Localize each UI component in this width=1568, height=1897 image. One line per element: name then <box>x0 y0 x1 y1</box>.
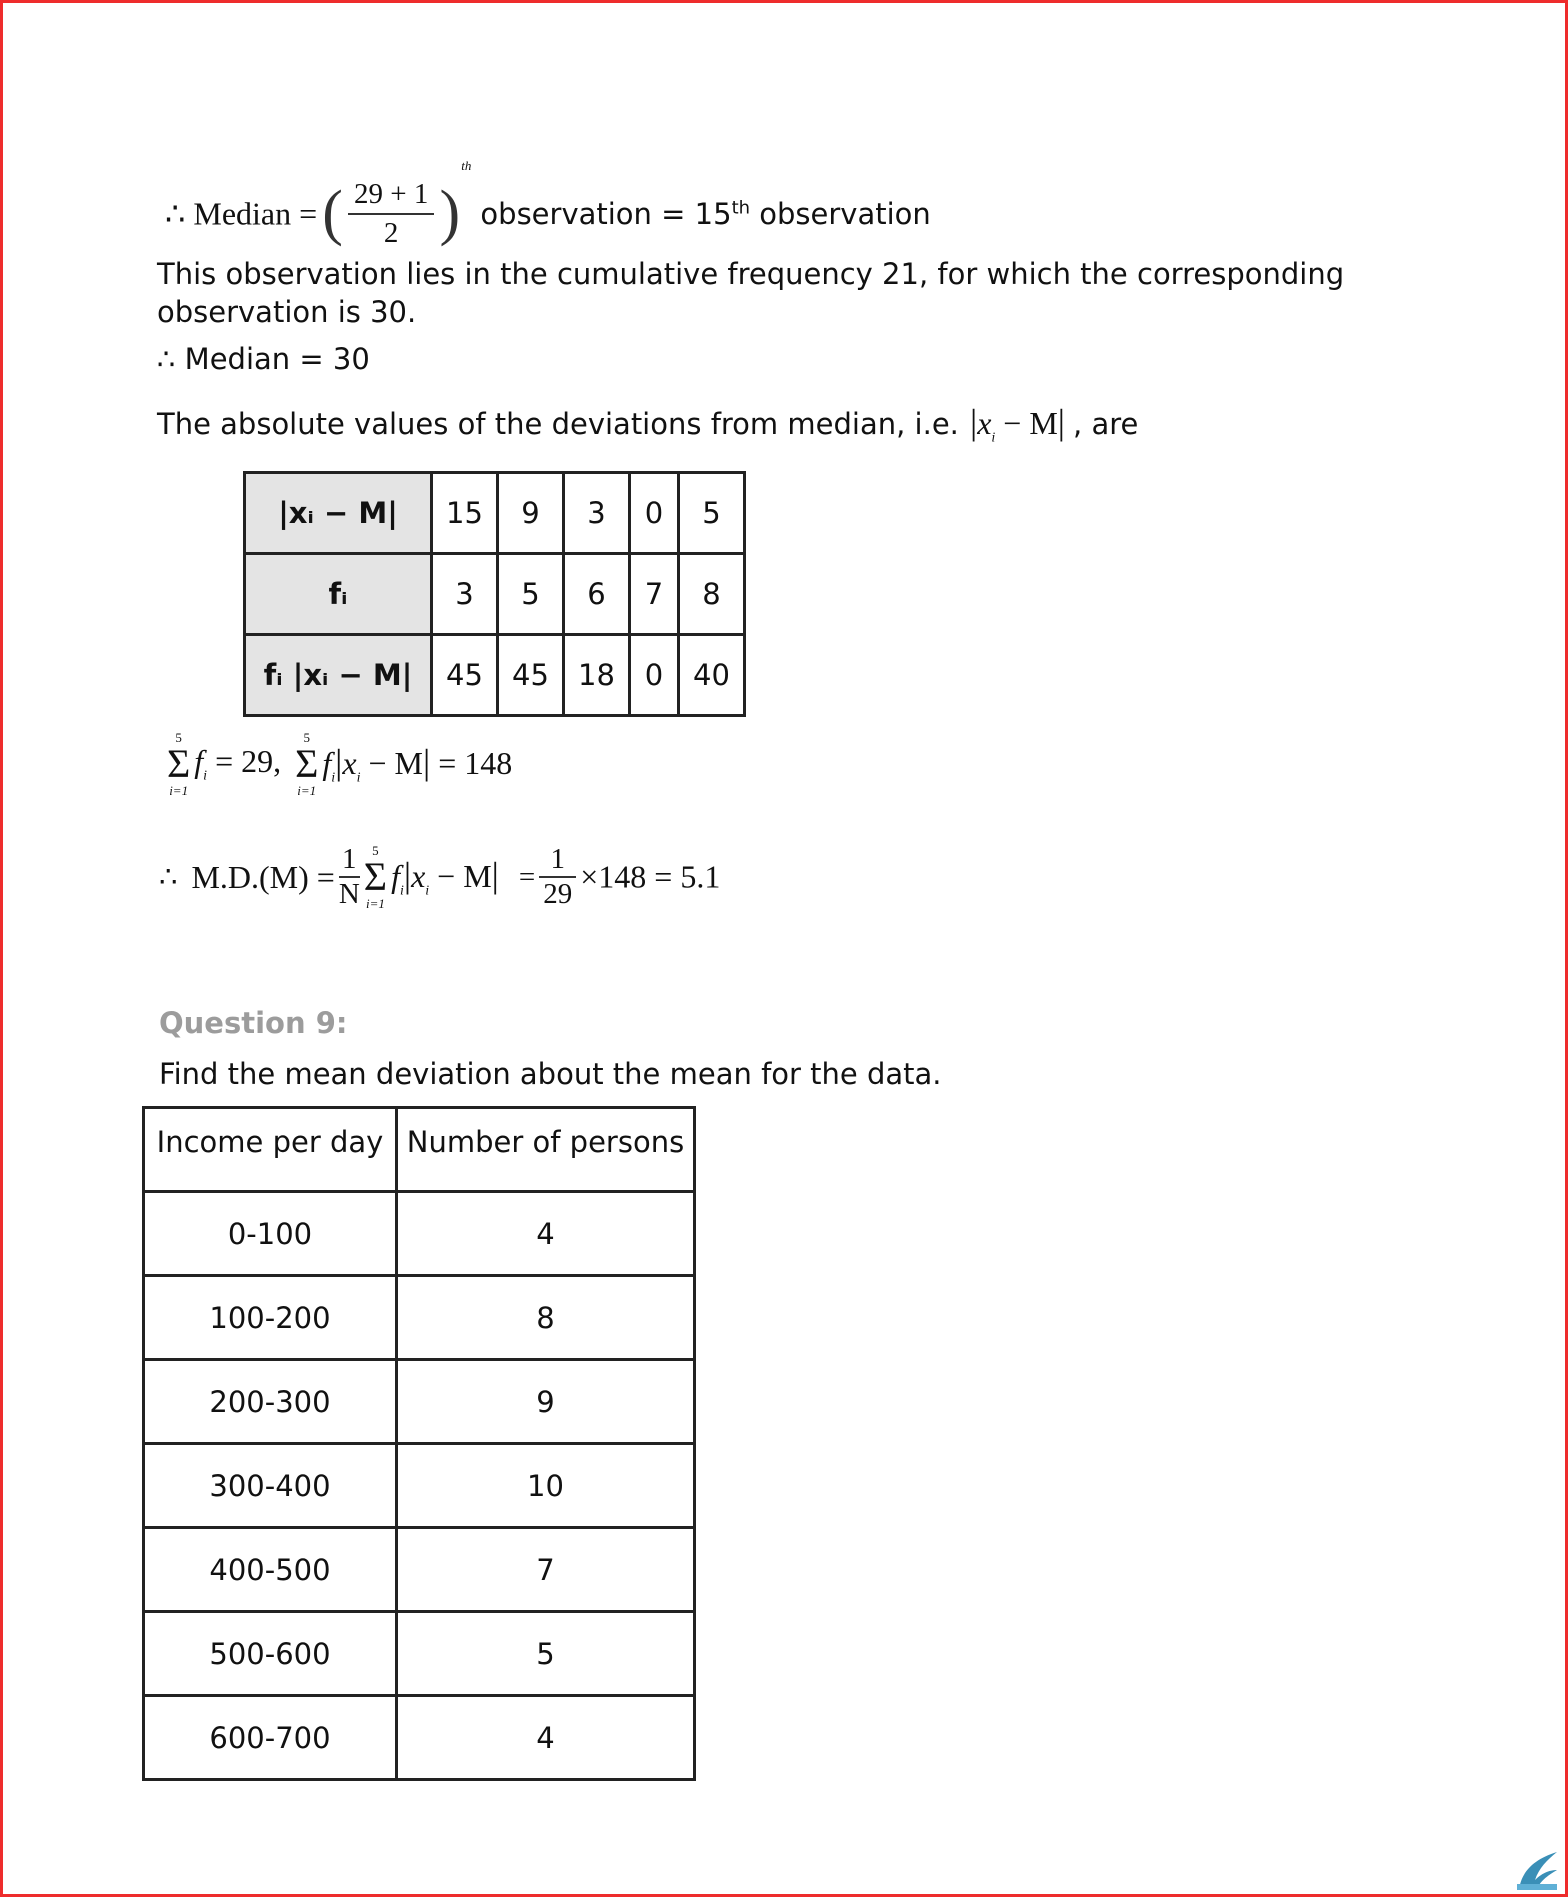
income-header-cell: Income per day <box>144 1108 397 1192</box>
sum-1-term: $f_i = 29$, <box>194 743 282 784</box>
value-cell: 15 <box>432 473 498 554</box>
value-cell: 40 <box>679 635 745 716</box>
paragraph-line-1: This observation lies in the cumulative frequency 21, for which the corresponding <box>157 257 1345 291</box>
deviation-row <box>245 473 745 554</box>
persons-count-cell: 9 <box>397 1360 695 1444</box>
sigma-2 <box>295 731 318 797</box>
persons-count-cell: 4 <box>397 1192 695 1276</box>
median-tail-end: observation <box>750 196 931 231</box>
sum-2-body: = 148 <box>438 745 513 782</box>
question-text: Find the mean deviation about the mean for the data. <box>159 1057 942 1091</box>
abs-value-expression: $|x_i - M|$ <box>969 402 1066 446</box>
md-formula <box>159 843 720 933</box>
sigma-1 <box>167 731 190 797</box>
value-cell: 9 <box>498 473 564 554</box>
median-fraction-numerator: 29 + 1 <box>354 177 429 210</box>
paragraph-line-2: observation is 30. <box>157 295 417 329</box>
income-table-row <box>144 1696 695 1780</box>
income-table-row <box>144 1276 695 1360</box>
income-range-cell: 0-100 <box>144 1192 397 1276</box>
right-paren: ) <box>439 179 461 247</box>
row-header-cell: fᵢ <box>245 554 432 635</box>
abs-value-subscript: i <box>991 430 996 446</box>
md-fraction-2 <box>539 843 576 911</box>
md-therefore: ∴ <box>159 861 178 894</box>
value-cell: 5 <box>679 473 745 554</box>
sigma-2-lower: i=1 <box>297 783 317 798</box>
value-cell: 0 <box>630 473 679 554</box>
median-result: ∴ Median = 30 <box>157 342 370 376</box>
income-range-cell: 100-200 <box>144 1276 397 1360</box>
sigma-icon: Σ <box>167 741 191 786</box>
median-formula <box>165 158 931 254</box>
md-fraction-1-num: 1 <box>342 843 357 875</box>
income-range-cell: 300-400 <box>144 1444 397 1528</box>
persons-count-cell: 10 <box>397 1444 695 1528</box>
md-sigma <box>364 844 387 910</box>
value-cell: 0 <box>630 635 679 716</box>
deviation-intro <box>157 401 1138 446</box>
persons-count-cell: 7 <box>397 1528 695 1612</box>
abs-value-variable: x <box>977 405 992 441</box>
publisher-logo-icon <box>1513 1846 1559 1892</box>
median-fraction <box>348 178 434 250</box>
value-cell: 45 <box>432 635 498 716</box>
value-cell: 6 <box>564 554 630 635</box>
value-cell: 7 <box>630 554 679 635</box>
md-fraction-1-den: N <box>338 878 360 910</box>
question-heading: Question 9: <box>159 1006 348 1040</box>
persons-count-cell: 8 <box>397 1276 695 1360</box>
persons-header-cell: Number of persons <box>397 1108 695 1192</box>
income-table-row <box>144 1528 695 1612</box>
sigma-1-lower: i=1 <box>169 783 189 798</box>
value-cell: 8 <box>679 554 745 635</box>
income-range-cell: 500-600 <box>144 1612 397 1696</box>
value-cell: 3 <box>564 473 630 554</box>
product-row <box>245 635 745 716</box>
persons-count-cell: 5 <box>397 1612 695 1696</box>
income-range-cell: 600-700 <box>144 1696 397 1780</box>
median-tail-text: observation = 15 <box>480 196 732 231</box>
summation-line <box>167 731 512 817</box>
md-equals: = <box>518 860 536 893</box>
left-paren: ( <box>322 179 343 247</box>
deviation-intro-suffix: , are <box>1073 407 1139 441</box>
deviation-intro-text: The absolute values of the deviations from median, i.e. <box>157 407 959 441</box>
sigma-2-upper: 5 <box>303 730 310 745</box>
md-fraction-2-num: 1 <box>550 843 565 875</box>
sigma-icon: Σ <box>295 741 319 786</box>
median-tail-sup: th <box>731 196 751 218</box>
value-cell: 45 <box>498 635 564 716</box>
value-cell: 3 <box>432 554 498 635</box>
sum-1-body: = 29, <box>215 743 282 780</box>
value-cell: 5 <box>498 554 564 635</box>
deviation-table <box>243 471 746 717</box>
median-superscript: th <box>461 158 472 173</box>
income-range-cell: 400-500 <box>144 1528 397 1612</box>
md-fraction-1 <box>339 843 360 911</box>
persons-count-cell: 4 <box>397 1696 695 1780</box>
abs-value-rest: − M <box>995 405 1058 441</box>
income-table-row <box>144 1360 695 1444</box>
income-table <box>142 1106 696 1781</box>
income-table-header-row <box>144 1108 695 1192</box>
median-formula-tail <box>480 197 930 231</box>
md-sum-term: $f_i|x_i - M|$ <box>391 855 499 899</box>
md-lhs: M.D.(M) = <box>191 858 335 895</box>
income-range-cell: 200-300 <box>144 1360 397 1444</box>
income-table-row <box>144 1444 695 1528</box>
median-fraction-denominator: 2 <box>348 213 434 250</box>
income-table-row <box>144 1192 695 1276</box>
sum-2-term: $f_i|x_i - M| = 148$ <box>322 742 513 786</box>
md-fraction-2-den: 29 <box>539 876 576 911</box>
row-header-cell: |xᵢ − M| <box>245 473 432 554</box>
value-cell: 18 <box>564 635 630 716</box>
income-table-row <box>144 1612 695 1696</box>
row-header-cell: fᵢ |xᵢ − M| <box>245 635 432 716</box>
md-sigma-upper: 5 <box>372 843 379 858</box>
md-tail: ×148 = 5.1 <box>580 858 721 895</box>
frequency-row <box>245 554 745 635</box>
median-formula-prefix: ∴ Median = <box>165 195 318 232</box>
sigma-icon: Σ <box>363 854 388 899</box>
md-sigma-lower: i=1 <box>365 896 385 911</box>
sigma-1-upper: 5 <box>175 730 182 745</box>
